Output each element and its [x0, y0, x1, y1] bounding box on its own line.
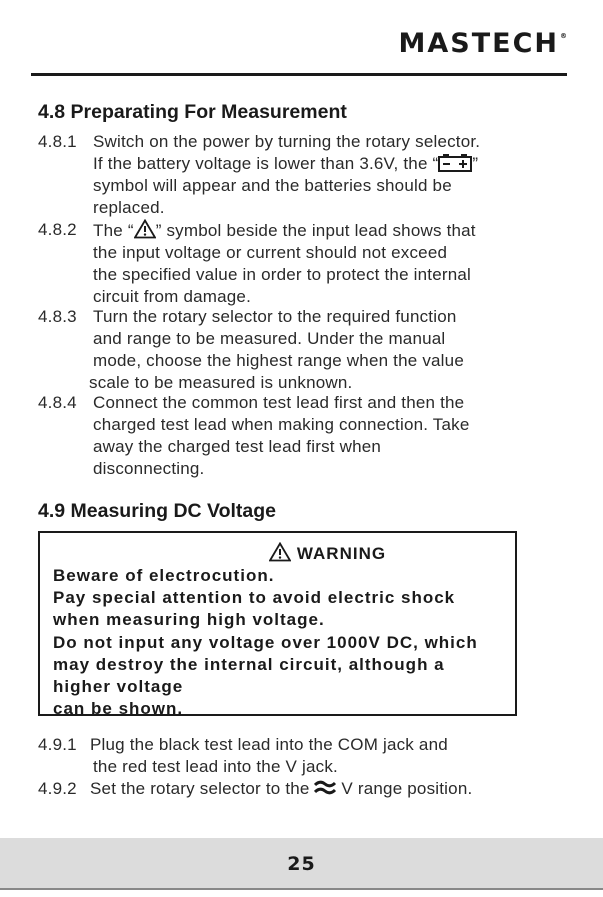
paragraph-text: If the battery voltage is lower than 3.6V, the “	[93, 154, 439, 173]
dc-ac-voltage-icon	[314, 780, 336, 796]
paragraph-4-8-4	[38, 392, 568, 480]
paragraph-line: away the charged test lead first when	[93, 437, 382, 456]
paragraph-line: Turn the rotary selector to the required function	[93, 307, 457, 326]
paragraph-4-9-1	[38, 734, 568, 778]
paragraph-number: 4.8.4	[38, 393, 77, 412]
paragraph-line: Connect the common test lead first and then the	[93, 393, 465, 412]
paragraph-text: V range position.	[336, 779, 473, 798]
paragraph-line: scale to be measured is unknown.	[89, 373, 353, 392]
warning-line: can be shown.	[53, 699, 184, 719]
paragraph-line: the input voltage or current should not exceed	[93, 243, 448, 262]
paragraph-line: disconnecting.	[93, 459, 205, 478]
paragraph-number: 4.9.2	[38, 779, 77, 798]
paragraph-line	[38, 219, 568, 242]
brand-name: MASTECH	[398, 28, 559, 59]
paragraph-line	[38, 153, 568, 175]
header-divider	[31, 73, 567, 76]
section-title-4-8: 4.8 Preparating For Measurement	[38, 101, 347, 123]
paragraph-4-9-2	[38, 778, 568, 800]
paragraph-text: ”	[472, 154, 479, 173]
section-title-4-9: 4.9 Measuring DC Voltage	[38, 500, 277, 522]
warning-triangle-icon	[269, 542, 291, 562]
warning-line: higher voltage	[53, 677, 184, 697]
warning-text	[53, 565, 478, 720]
warning-triangle-icon	[134, 219, 156, 239]
bottom-divider	[0, 888, 603, 890]
trademark-symbol: ®	[560, 32, 567, 40]
paragraph-line: the specified value in order to protect the internal	[93, 265, 472, 284]
page-number: 25	[287, 853, 316, 875]
warning-line: may destroy the internal circuit, although a	[53, 654, 445, 674]
paragraph-line: Plug the black test lead into the COM jack and	[90, 735, 448, 754]
paragraph-4-8-2	[38, 219, 568, 308]
paragraph-text: ” symbol beside the input lead shows that	[155, 221, 476, 240]
warning-line: Do not input any voltage over 1000V DC, which	[53, 632, 478, 652]
paragraph-line: mode, choose the highest range when the value	[93, 351, 464, 370]
brand-logo	[399, 28, 567, 59]
paragraph-number: 4.9.1	[38, 735, 77, 754]
battery-icon	[438, 154, 472, 172]
warning-line: Pay special attention to avoid electric shock	[53, 588, 456, 608]
warning-line: when measuring high voltage.	[53, 610, 325, 630]
paragraph-line: circuit from damage.	[93, 287, 251, 306]
paragraph-4-8-3	[38, 306, 568, 394]
paragraph-line: charged test lead when making connection. Take	[93, 415, 470, 434]
warning-heading	[40, 542, 515, 564]
paragraph-number: 4.8.1	[38, 132, 77, 151]
paragraph-line: replaced.	[93, 198, 165, 217]
paragraph-number: 4.8.3	[38, 307, 77, 326]
paragraph-text: The “	[93, 221, 134, 240]
warning-line: Beware of electrocution.	[53, 566, 275, 585]
paragraph-line	[38, 778, 568, 800]
paragraph-line: and range to be measured. Under the manual	[93, 329, 446, 348]
warning-box	[38, 531, 517, 719]
paragraph-line: Switch on the power by turning the rotary selector.	[93, 132, 481, 151]
warning-title-text: WARNING	[296, 544, 387, 563]
paragraph-line: symbol will appear and the batteries should be	[93, 176, 452, 195]
paragraph-text: Set the rotary selector to the	[90, 779, 315, 798]
paragraph-4-8-1	[38, 131, 568, 219]
paragraph-number: 4.8.2	[38, 220, 77, 239]
paragraph-line: the red test lead into the V jack.	[93, 757, 338, 776]
